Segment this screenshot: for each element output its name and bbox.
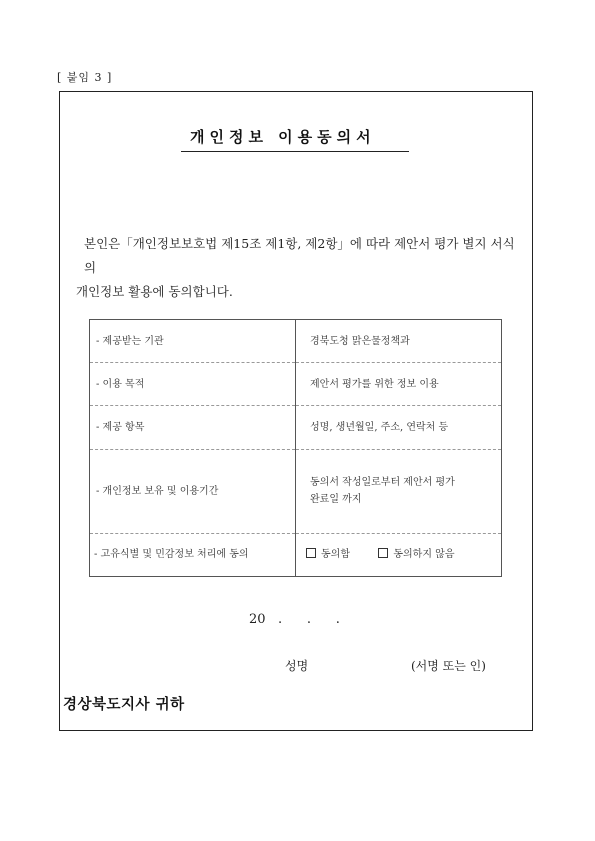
row-label-provider: - 제공받는 기관	[90, 320, 296, 363]
table-row	[90, 363, 502, 406]
table-row	[90, 320, 502, 363]
signature-note: (서명 또는 인)	[411, 659, 486, 673]
retention-value-line-1: 동의서 작성일로부터 제안서 평가	[310, 477, 455, 489]
row-value-sensitive	[296, 533, 502, 576]
recipient: 경상북도지사 귀하	[63, 697, 185, 713]
table-row	[90, 406, 502, 449]
retention-value-line-2: 완료일 까지	[310, 494, 362, 506]
consent-statement	[76, 232, 526, 304]
table-row	[90, 449, 502, 533]
date-line: 20 . . .	[249, 612, 340, 627]
disagree-label: 동의하지 않음	[393, 549, 455, 561]
row-value-provider: 경북도청 맑은물정책과	[296, 320, 502, 363]
agree-option[interactable]	[306, 549, 350, 560]
checkbox-icon[interactable]	[306, 548, 316, 558]
agree-label: 동의함	[321, 549, 350, 561]
disagree-option[interactable]	[378, 549, 454, 560]
consent-statement-line-1: 본인은「개인정보보호법 제15조 제1항, 제2항」에 따라 제안서 평가 별지 서식의	[84, 236, 515, 275]
row-label-retention: - 개인정보 보유 및 이용기간	[90, 449, 296, 533]
row-value-purpose: 제안서 평가를 위한 정보 이용	[296, 363, 502, 406]
page-title: 개인정보 이용동의서	[190, 128, 376, 146]
checkbox-icon[interactable]	[378, 548, 388, 558]
row-label-items: - 제공 항목	[90, 406, 296, 449]
row-value-retention	[296, 449, 502, 533]
consent-table	[89, 319, 502, 577]
table-row	[90, 533, 502, 576]
title-underline	[181, 151, 409, 152]
row-label-purpose: - 이용 목적	[90, 363, 296, 406]
row-value-items: 성명, 생년월일, 주소, 연락처 등	[296, 406, 502, 449]
attachment-label: [ 붙임 3 ]	[57, 71, 113, 84]
signature-label: 성명	[285, 659, 309, 673]
consent-statement-line-2: 개인정보 활용에 동의합니다.	[76, 284, 233, 299]
row-label-sensitive: - 고유식별 및 민감정보 처리에 동의	[90, 533, 296, 576]
